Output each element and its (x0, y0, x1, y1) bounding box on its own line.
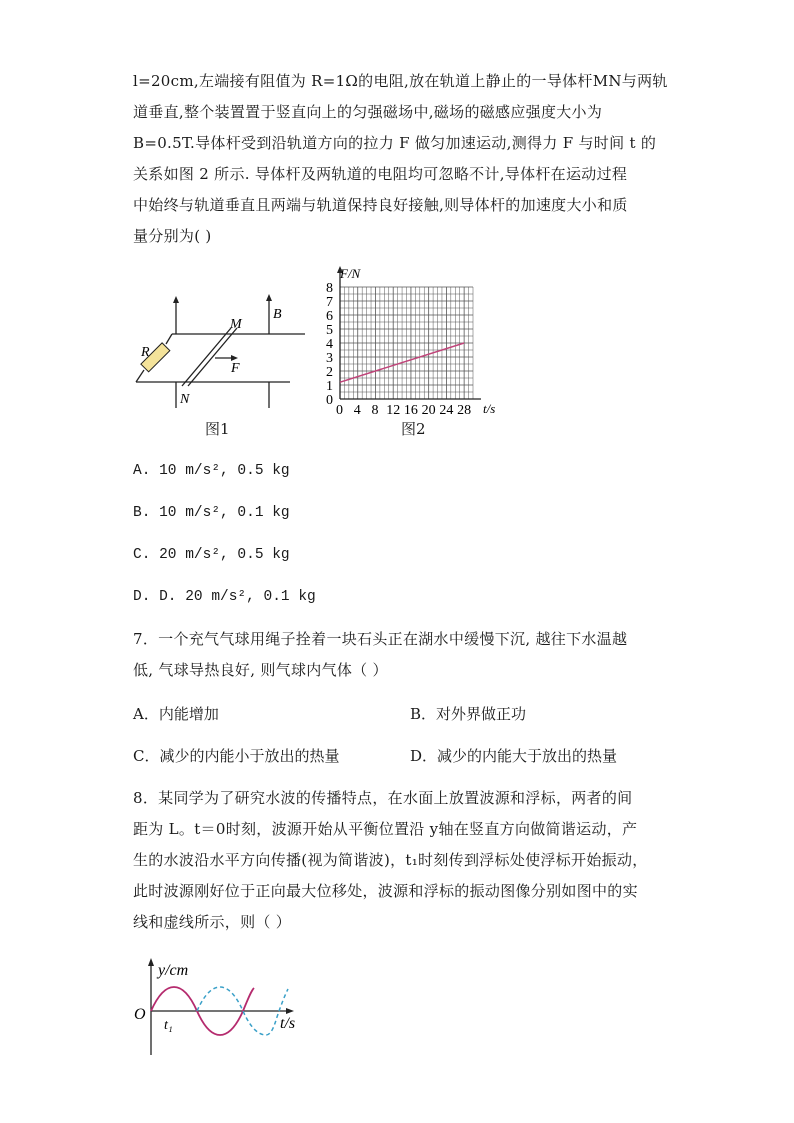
q8-y-label: y/cm (158, 962, 189, 979)
label-n: N (180, 392, 190, 407)
q8-line-1: 8．某同学为了研究水波的传播特点，在水面上放置波源和浮标，两者的间 (133, 789, 633, 807)
y-tick-label: 4 (326, 337, 333, 352)
q7-option-c[interactable]: C．减少的内能小于放出的热量 (133, 747, 340, 765)
y-tick-label: 2 (326, 365, 333, 380)
q7-line-2: 低, 气球导热良好, 则气球内气体（ ） (133, 661, 388, 679)
chart-grid (340, 287, 473, 399)
q6-option-d[interactable]: D. D. 20 m/s², 0.1 kg (133, 589, 316, 605)
q8-line-4: 此时波源刚好位于正向最大位移处，波源和浮标的振动图像分别如图中的实 (133, 882, 638, 900)
x-axis-label: t/s (483, 401, 496, 416)
x-tick-label: 28 (457, 403, 472, 418)
y-tick-label: 8 (326, 281, 333, 296)
x-tick-labels (336, 403, 471, 418)
label-f: F (231, 361, 240, 376)
q7-line-1: 7．一个充气气球用绳子拴着一块石头正在湖水中缓慢下沉, 越往下水温越 (133, 630, 628, 648)
q6-line-3: B=0.5T.导体杆受到沿轨道方向的拉力 F 做匀加速运动,测得力 F 与时间 t 的 (133, 134, 657, 152)
q6-line-1: l=20cm,左端接有阻值为 R=1Ω的电阻,放在轨道上静止的一导体杆MN与两轨 (133, 72, 668, 90)
figure-1-caption: 图1 (205, 420, 230, 438)
y-tick-label: 0 (326, 393, 333, 408)
q6-line-6: 量分别为( ) (133, 227, 212, 245)
q8-t1-label: t₁ (164, 1018, 173, 1033)
y-tick-label: 6 (326, 309, 333, 324)
y-tick-label: 3 (326, 351, 333, 366)
q6-option-b[interactable]: B. 10 m/s², 0.1 kg (133, 505, 290, 521)
x-tick-label: 8 (371, 403, 379, 418)
q6-line-2: 道垂直,整个装置置于竖直向上的匀强磁场中,磁场的磁感应强度大小为 (133, 103, 603, 121)
q7-option-b[interactable]: B．对外界做正功 (410, 705, 527, 723)
figure-1-rails-diagram (130, 290, 315, 415)
chart-axes (337, 266, 481, 399)
y-tick-label: 7 (326, 295, 333, 310)
q8-line-5: 线和虚线所示，则（ ） (133, 913, 292, 931)
label-m: M (230, 317, 242, 332)
q7-option-d[interactable]: D．减少的内能大于放出的热量 (410, 747, 618, 765)
y-tick-label: 5 (326, 323, 333, 338)
q6-line-4: 关系如图 2 所示. 导体杆及两轨道的电阻均可忽略不计,导体杆在运动过程 (133, 165, 628, 183)
label-r: R (141, 345, 150, 360)
q8-vibration-graph (128, 955, 318, 1060)
label-b: B (273, 307, 282, 322)
q6-line-5: 中始终与轨道垂直且两端与轨道保持良好接触,则导体杆的加速度大小和质 (133, 196, 628, 214)
y-tick-label: 1 (326, 379, 333, 394)
x-tick-label: 0 (336, 403, 343, 418)
figure-2-caption: 图2 (401, 420, 426, 438)
x-tick-label: 4 (353, 403, 361, 418)
q6-option-a[interactable]: A. 10 m/s², 0.5 kg (133, 463, 290, 479)
y-tick-labels (326, 281, 333, 408)
q6-option-c[interactable]: C. 20 m/s², 0.5 kg (133, 547, 290, 563)
q8-line-2: 距为 L。t＝0时刻，波源开始从平衡位置沿 y轴在竖直方向做简谐运动，产 (133, 820, 638, 838)
q8-x-label: t/s (280, 1015, 296, 1032)
x-tick-label: 12 (386, 403, 401, 418)
q8-origin-label: O (134, 1006, 146, 1023)
x-tick-label: 24 (439, 403, 454, 418)
q7-option-a[interactable]: A．内能增加 (133, 705, 219, 723)
x-tick-label: 16 (403, 403, 418, 418)
y-axis-label: F/N (340, 266, 361, 281)
x-tick-label: 20 (421, 403, 436, 418)
figure-2-force-time-chart (318, 262, 508, 422)
q8-line-3: 生的水波沿水平方向传播(视为简谐波)，t₁时刻传到浮标处使浮标开始振动， (133, 851, 648, 869)
